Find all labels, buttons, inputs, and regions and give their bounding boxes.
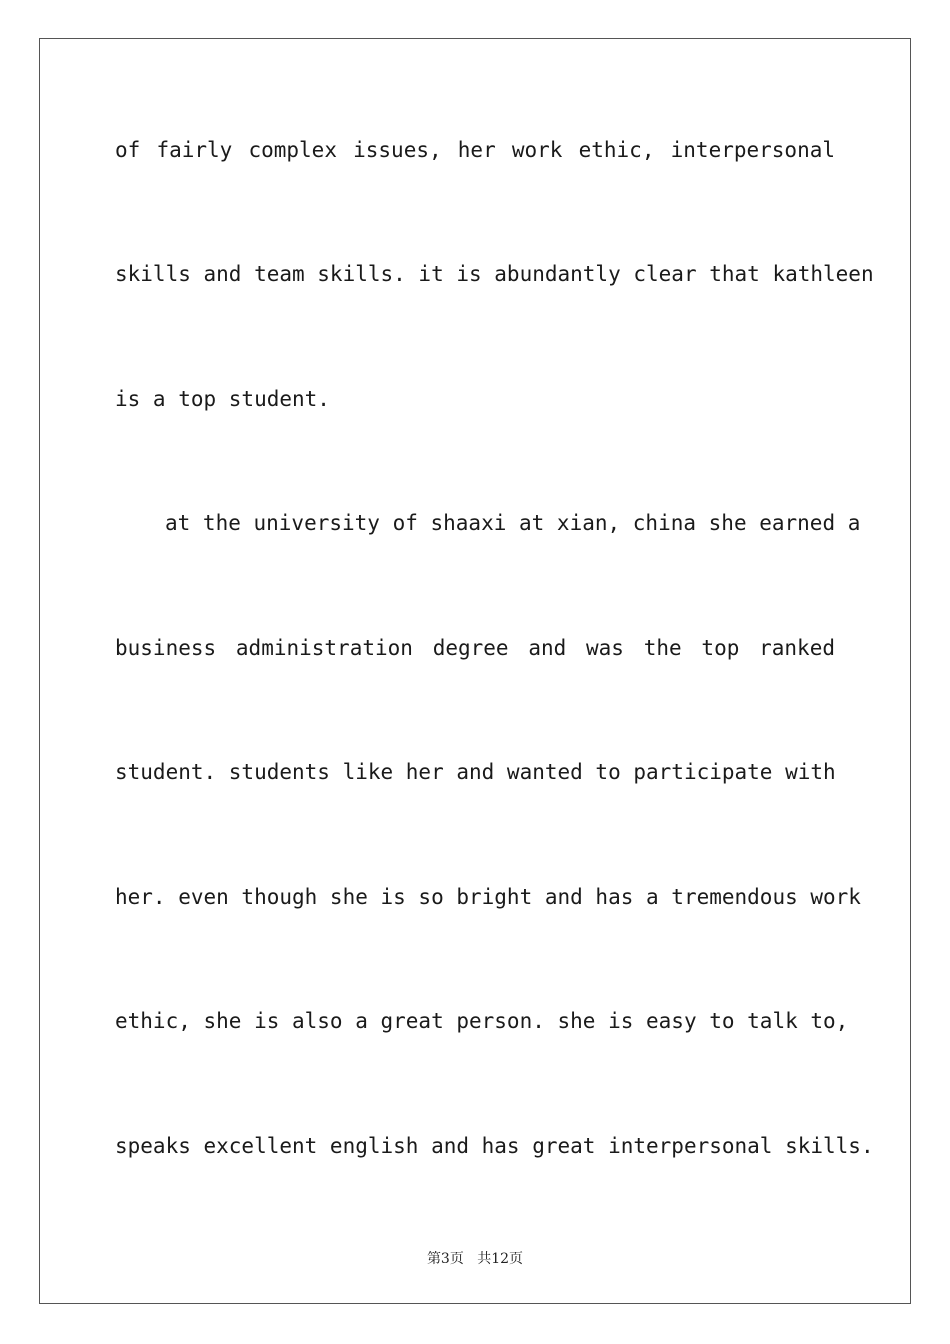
text-line: speaks excellent english and has great interpersonal skills.: [115, 1134, 874, 1158]
text-line: her. even though she is so bright and has a tremendous work: [115, 885, 861, 909]
page-number: 第3页: [426, 1251, 464, 1267]
text-line: ethic, she is also a great person. she is easy to talk to,: [115, 1009, 849, 1033]
page-frame: [39, 38, 911, 1304]
text-line: of fairly complex issues, her work ethic, interpersonal: [115, 138, 835, 162]
text-line: student. students like her and wanted to participate with: [115, 760, 836, 784]
text-line: is a top student.: [115, 387, 330, 411]
paragraph-first-line: at the university of shaaxi at xian, china she earned a: [165, 511, 861, 535]
page-footer: [0, 1248, 950, 1268]
page-total: 共12页: [477, 1251, 524, 1267]
text-line: business administration degree and was the top ranked: [115, 636, 835, 660]
text-line: skills and team skills. it is abundantly clear that kathleen: [115, 262, 874, 286]
